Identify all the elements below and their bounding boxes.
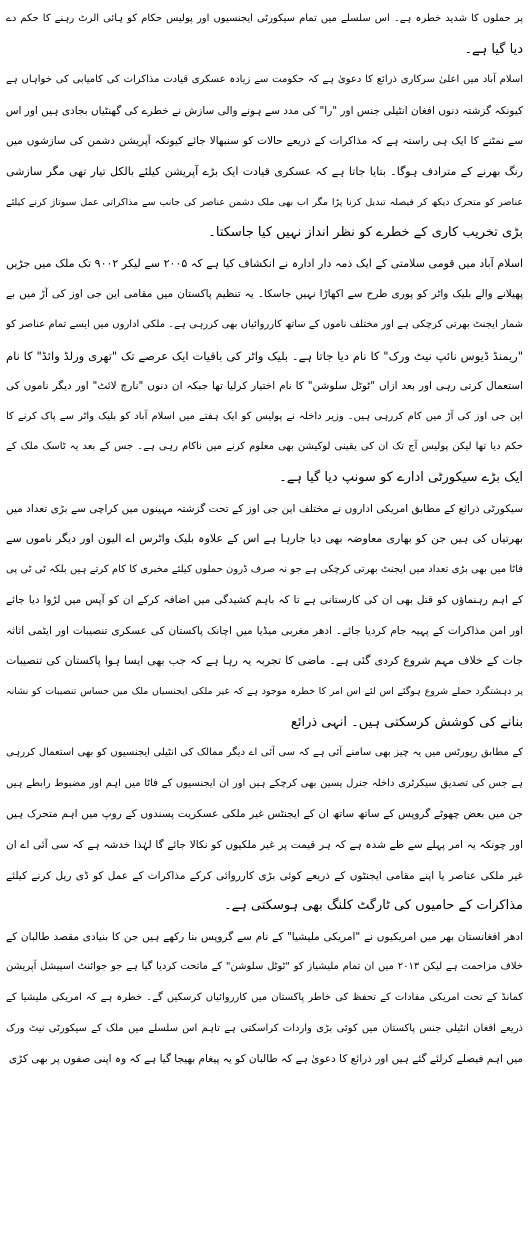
paragraph-line: شمار ایجنٹ بھرتی کرچکی ہے اور مختلف ناموں کے ساتھ کارروائیاں بھی کررہی ہے۔ ملکی اداروں میں ایسے تمام عناصر کو: [6, 318, 523, 330]
paragraph-line: فاٹا میں بھی بڑی تعداد میں ایجنٹ بھرتی کرچکی ہے جو نہ صرف ڈرون حملوں کیلئے مخبری کا کام کرتے ہیں بلکہ ٹی ٹی پی: [6, 563, 523, 575]
paragraph-line: سیکورٹی ذرائع کے مطابق امریکی اداروں نے مختلف این جی اوز کے تحت گزشتہ مہینوں میں کراچی سے بڑی تعداد میں: [6, 502, 523, 515]
article-paragraph: [6, 738, 523, 922]
paragraph-line: جات کے خلاف مہم شروع کردی گئی ہے۔ ماضی کا تجربہ یہ رہا ہے کہ جب بھی ایسا ہوا پاکستان کی تنصیبات: [6, 654, 523, 668]
article-paragraph: [6, 4, 523, 65]
paragraph-line: اسلام آباد میں قومی سلامتی کے ایک ذمہ دار ادارہ نے انکشاف کیا ہے کہ ۲۰۰۵ سے لیکر ۹۰۰۲ تک ملک میں جڑیں: [6, 256, 523, 270]
paragraph-line: کیونکہ گزشتہ دنوں افغان انٹیلی جنس اور "را" کی مدد سے ہونے والی سازش نے خطرے کی گھنٹیاں بجادی ہیں اور اس: [6, 104, 523, 117]
paragraph-line: این جی اوز کی آڑ میں کام کررہی ہیں۔ وزیر داخلہ نے پولیس کو ایک ہفتے میں اسلام آباد کو بلیک واٹر سے پاک کرنے کا: [6, 410, 523, 422]
paragraph-line: مذاکرات کے حامیوں کی ٹارگٹ کلنگ بھی ہوسکتی ہے۔: [224, 898, 523, 914]
article-paragraph: [6, 922, 523, 1075]
paragraph-line: جن میں بعض چھوٹے گروپس کے ساتھ ساتھ ان کے ایجنٹس غیر ملکی عسکریت پسندوں کے روپ میں اہم متحرک ہیں: [6, 808, 523, 821]
paragraph-line: دیا گیا ہے۔: [464, 41, 523, 57]
paragraph-line: بڑی تخریب کاری کے خطرے کو نظر انداز نہیں کیا جاسکتا۔: [208, 225, 523, 241]
paragraph-line: استعمال کرتی رہی اور بعد ازاں "ٹوٹل سلوشن" کا نام اختیار کرلیا تھا جبکہ ان دنوں "نارچ لائٹ" اور دیگر ناموں کی: [6, 380, 523, 393]
paragraph-line: حکم دیا تھا لیکن پولیس آج تک ان کی یقینی لوکیشن بھی معلوم کرنے میں ناکام رہی ہے۔ جس کے بعد یہ ٹاسک ملک کے: [6, 441, 523, 453]
paragraph-line: ایک بڑے سیکورٹی ادارے کو سونپ دیا گیا ہے۔: [279, 469, 523, 485]
article-paragraph: [6, 249, 523, 494]
article-paragraph: [6, 65, 523, 249]
paragraph-line: ذریعے افغان انٹیلی جنس پاکستان میں کوئی بڑی واردات کراسکتی ہے تاہم اس سلسلے میں ملک کے سیکورٹی نیٹ ورک: [6, 1022, 523, 1034]
paragraph-line: کے مطابق رپورٹس میں یہ چیز بھی سامنے آئی ہے کہ سی آئی اے دیگر ممالک کی انٹیلی ایجنسیوں کو بھی استعمال کررہی: [6, 747, 523, 759]
paragraph-line: ہے جس کی تصدیق سیکرٹری داخلہ جنرل یسین بھی کرچکے ہیں اور ان ایجنسیوں کے فاٹا میں اہم اور مضبوط رابطے ہیں: [6, 777, 523, 789]
paragraph-line: کمانڈ کے تحت امریکی مفادات کے تحفظ کی خاطر پاکستان میں کارروائیاں کرسکیں گے۔ خطرہ ہے کہ امریکی ملیشیا کے: [6, 992, 523, 1003]
paragraph-line: کے اہم رہنماؤں کو قتل بھی ان کی کارستانی ہے تا کہ باہم کشیدگی میں اضافہ کرکے ان کو آپس میں لڑوا دیا جائے: [6, 594, 523, 607]
paragraph-line: سے نمٹنے کا ایک ہی راستہ ہے کہ مذاکرات کے ذریعے حالات کو سنبھالا جائے کیونکہ آپریشن دشمن کی سازشوں میں: [6, 135, 523, 148]
article-paragraph: [6, 494, 523, 739]
paragraph-line: ادھر افغانستان بھر میں امریکیوں نے "امریکی ملیشیا" کے نام سے گروپس بنا رکھے ہیں جن کا بنیادی مقصد طالبان کے: [6, 930, 523, 943]
paragraph-line: بنانے کی کوشش کرسکتی ہیں۔ انہی ذرائع: [290, 714, 523, 730]
paragraph-line: رنگ بھرنے کے مترادف ہوگا۔ بتایا جاتا ہے کہ عسکری قیادت ایک بڑے آپریشن کیلئے بالکل تیار تھی مگر سازشی: [6, 164, 523, 178]
paragraph-line: پھیلانے والے بلیک واٹر کو پوری طرح سے اکھاڑا نہیں جاسکا۔ یہ تنظیم پاکستان میں مقامی این جی اوز کی آڑ میں بے: [6, 288, 523, 301]
paragraph-line: اور امن مذاکرات کے پہیہ جام کردیا جائے۔ ادھر مغربی میڈیا میں اچانک پاکستان کی عسکری تنصیبات اور ایٹمی اثاثہ: [6, 624, 523, 637]
paragraph-line: بھرتیاں کی ہیں جن کو بھاری معاوضہ بھی دیا جارہا ہے اس کے علاوہ بلیک واٹرس اے الیون اور دیگر ناموں سے: [6, 532, 523, 546]
paragraph-line: اور چونکہ یہ امر پہلے سے طے شدہ ہے کہ ہر قیمت پر غیر ملکیوں کو نکالا جائے گا لہٰذا خدشہ ہے کہ سی آئی اے ان: [6, 839, 523, 852]
paragraph-line: میں اہم فیصلے کرلئے گئے ہیں اور ذرائع کا دعویٰ ہے کہ طالبان کو یہ پیغام بھیجا گیا ہے کہ وہ اپنی صفوں پر بھی کڑی: [8, 1053, 523, 1066]
paragraph-line: "ریمنڈ ڈیوس نائپ نیٹ ورک" کا نام دیا جاتا ہے۔ بلیک واٹر کی باقیات ایک عرصے تک "تھری ورلڈ وائڈ" کا نام: [6, 348, 523, 363]
paragraph-line: عناصر کو متحرک دیکھ کر فیصلہ تبدیل کرنا پڑا مگر اب بھی ملک دشمن عناصر کی جانب سے مذاکراتی عمل سبوتاژ کرنے کیلئے: [6, 196, 523, 208]
paragraph-line: پر دہشتگرد حملے شروع ہوگئے اس لئے اس امر کا خطرہ موجود ہے کہ غیر ملکی ایجنسیاں ملک میں حساس تنصیبات کو نشانہ: [6, 686, 523, 698]
paragraph-line: خلاف مزاحمت ہے لیکن ۲۰۱۳ میں ان تمام ملیشیاز کو "ٹوٹل سلوشن" کے ماتحت کردیا گیا ہے جو جوائنٹ اسپیشل آپریشن: [6, 961, 523, 973]
paragraph-line: پر حملوں کا شدید خطرہ ہے۔ اس سلسلے میں تمام سیکورٹی ایجنسیوں اور پولیس حکام کو ہائی الرٹ رہنے کا حکم دے: [6, 13, 523, 24]
paragraph-line: اسلام آباد میں اعلیٰ سرکاری ذرائع کا دعویٰ ہے کہ حکومت سے زیادہ عسکری قیادت مذاکرات کی کامیابی کی خواہاں ہے: [6, 74, 523, 86]
paragraph-line: غیر ملکی عناصر یا اپنے مقامی ایجنٹوں کے ذریعے کوئی بڑی کارروائی کرکے مذاکرات کے عمل کو ڈی ریل کرنے کیلئے: [6, 869, 523, 882]
